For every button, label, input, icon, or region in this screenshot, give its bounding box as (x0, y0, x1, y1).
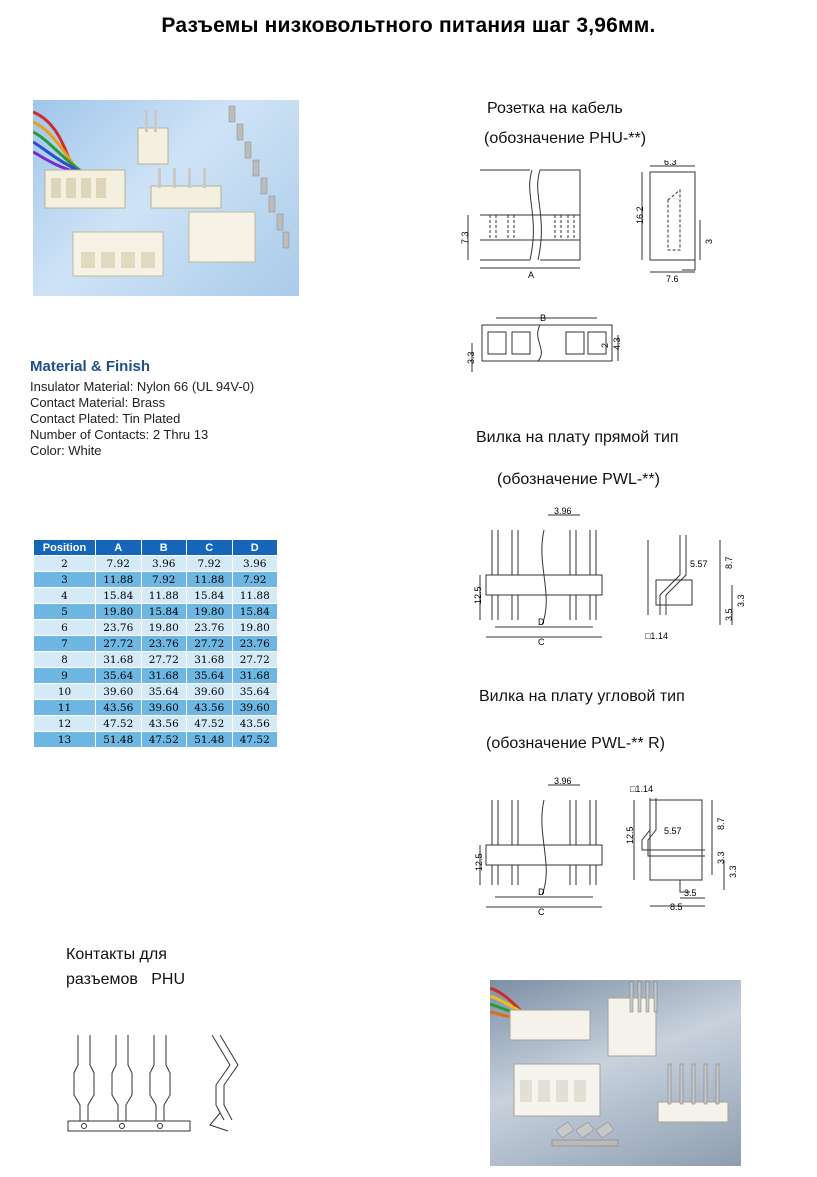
straight-front-drawing (470, 505, 620, 645)
dimension-cell: 19.80 (96, 604, 142, 620)
page-title: Разъемы низковольтного питания шаг 3,96мм. (161, 14, 656, 37)
dimension-cell: 27.72 (187, 636, 233, 652)
dimension-cell: 47.52 (187, 716, 233, 732)
dimension-cell: 23.76 (96, 620, 142, 636)
dimension-cell: 3.96 (232, 556, 278, 572)
position-cell: 4 (34, 588, 96, 604)
dim-label: 5.57 (664, 826, 682, 836)
dimension-cell: 15.84 (232, 604, 278, 620)
dim-label: D (538, 617, 545, 627)
dimension-cell: 43.56 (141, 716, 187, 732)
angled-side-drawing (620, 780, 740, 910)
material-list (30, 379, 254, 459)
dimension-cell: 11.88 (232, 588, 278, 604)
dim-label: 5.57 (690, 559, 708, 569)
contacts-caption: Контакты для (66, 946, 167, 963)
dim-label: 12.5 (625, 826, 635, 844)
dim-label: C (538, 907, 545, 915)
dimension-cell: 35.64 (141, 684, 187, 700)
dimension-cell: 47.52 (96, 716, 142, 732)
dimension-cell: 3.96 (141, 556, 187, 572)
dim-label: 4.3 (612, 337, 622, 350)
dimension-cell: 7.92 (96, 556, 142, 572)
angled-caption: Вилка на плату угловой тип (479, 688, 685, 705)
dim-label: 2 (600, 342, 610, 348)
dim-label: 3.3 (466, 351, 476, 364)
dimensions-table (33, 539, 278, 748)
dimension-cell: 27.72 (96, 636, 142, 652)
dimension-cell: 51.48 (96, 732, 142, 748)
dim-label: C (538, 637, 545, 645)
dimension-cell: 35.64 (96, 668, 142, 684)
position-cell: 6 (34, 620, 96, 636)
position-cell: 5 (34, 604, 96, 620)
dimension-cell: 27.72 (141, 652, 187, 668)
dim-label: 16.2 (635, 206, 645, 224)
table-row (34, 620, 278, 636)
dim-label: □1.14 (645, 631, 668, 641)
dim-label: □1.14 (630, 784, 653, 794)
dimension-cell: 39.60 (96, 684, 142, 700)
dimension-cell: 39.60 (187, 684, 233, 700)
socket-caption: Розетка на кабель (487, 100, 623, 117)
dim-label: 7.6 (666, 274, 679, 284)
straight-caption: Вилка на плату прямой тип (476, 429, 679, 446)
dimension-cell: 7.92 (232, 572, 278, 588)
dim-label: 3.96 (554, 506, 572, 516)
material-line: Contact Plated: Tin Plated (30, 411, 181, 426)
table-header: C (187, 540, 233, 556)
material-line: Insulator Material: Nylon 66 (UL 94V-0) (30, 379, 255, 394)
position-cell: 7 (34, 636, 96, 652)
table-row (34, 652, 278, 668)
position-cell: 3 (34, 572, 96, 588)
dim-label: 8.5 (670, 902, 683, 910)
table-row (34, 572, 278, 588)
dimension-cell: 39.60 (141, 700, 187, 716)
dim-label: 3.5 (684, 888, 697, 898)
dimension-cell: 23.76 (187, 620, 233, 636)
dimension-cell: 7.92 (187, 556, 233, 572)
dim-label: 7.3 (460, 231, 470, 244)
table-header: D (232, 540, 278, 556)
dim-label: 8.7 (716, 817, 726, 830)
dim-label: 3 (704, 238, 714, 244)
dimension-cell: 31.68 (232, 668, 278, 684)
table-row (34, 700, 278, 716)
dimension-cell: 43.56 (187, 700, 233, 716)
socket-front-drawing (460, 160, 595, 280)
dim-label: 3.3 (736, 594, 746, 607)
position-cell: 2 (34, 556, 96, 572)
dim-label: A (528, 270, 535, 280)
dim-label: 6.3 (664, 160, 677, 167)
dimension-cell: 11.88 (141, 588, 187, 604)
table-header-row (34, 540, 278, 556)
position-cell: 12 (34, 716, 96, 732)
dimension-cell: 35.64 (187, 668, 233, 684)
product-photo-bottom (490, 980, 741, 1166)
position-cell: 13 (34, 732, 96, 748)
dimension-cell: 11.88 (187, 572, 233, 588)
table-header: B (141, 540, 187, 556)
table-row (34, 604, 278, 620)
dimension-cell: 23.76 (232, 636, 278, 652)
connectors-illustration (33, 100, 299, 296)
table-row (34, 684, 278, 700)
dim-label: D (538, 887, 545, 897)
material-line: Number of Contacts: 2 Thru 13 (30, 427, 209, 442)
dimension-cell: 15.84 (187, 588, 233, 604)
table-row (34, 668, 278, 684)
dim-label: 8.7 (724, 556, 734, 569)
dimension-cell: 31.68 (187, 652, 233, 668)
dimension-cell: 19.80 (141, 620, 187, 636)
table-row (34, 732, 278, 748)
straight-code: (обозначение PWL-**) (497, 471, 660, 488)
table-header: A (96, 540, 142, 556)
dimension-cell: 35.64 (232, 684, 278, 700)
dimension-cell: 47.52 (141, 732, 187, 748)
table-row (34, 716, 278, 732)
dimension-cell: 31.68 (141, 668, 187, 684)
socket-side-drawing (630, 160, 720, 285)
dim-label: 3.5 (724, 608, 734, 621)
contacts-code: разъемов PHU (66, 971, 186, 988)
dimension-cell: 47.52 (232, 732, 278, 748)
dimension-cell: 27.72 (232, 652, 278, 668)
table-row (34, 556, 278, 572)
position-cell: 10 (34, 684, 96, 700)
material-line: Color: White (30, 443, 102, 458)
dimension-cell: 7.92 (141, 572, 187, 588)
material-heading: Material & Finish (30, 358, 151, 375)
socket-bottom-drawing (460, 310, 630, 380)
connectors-photo-illustration (490, 980, 741, 1166)
dimension-cell: 43.56 (96, 700, 142, 716)
angled-code: (обозначение PWL-** R) (486, 735, 665, 752)
dimension-cell: 19.80 (232, 620, 278, 636)
dim-label: 12.5 (474, 853, 484, 871)
product-photo-top (33, 100, 299, 296)
table-row (34, 588, 278, 604)
contacts-drawing (60, 1025, 250, 1140)
dim-label: 3.3 (728, 865, 738, 878)
dimension-cell: 51.48 (187, 732, 233, 748)
material-line: Contact Material: Brass (30, 395, 166, 410)
position-cell: 8 (34, 652, 96, 668)
dimension-cell: 31.68 (96, 652, 142, 668)
dimension-cell: 39.60 (232, 700, 278, 716)
dim-label: 3.3 (716, 851, 726, 864)
dim-label: B (540, 313, 547, 323)
dim-label: 12.5 (473, 586, 483, 604)
socket-code: (обозначение PHU-**) (484, 130, 647, 147)
dimension-cell: 15.84 (141, 604, 187, 620)
dimension-cell: 11.88 (96, 572, 142, 588)
dimension-cell: 15.84 (96, 588, 142, 604)
dimension-cell: 19.80 (187, 604, 233, 620)
position-cell: 9 (34, 668, 96, 684)
dimension-cell: 43.56 (232, 716, 278, 732)
position-cell: 11 (34, 700, 96, 716)
dim-label: 3.96 (554, 776, 572, 786)
angled-front-drawing (470, 775, 620, 915)
table-row (34, 636, 278, 652)
table-header: Position (34, 540, 96, 556)
dimension-cell: 23.76 (141, 636, 187, 652)
